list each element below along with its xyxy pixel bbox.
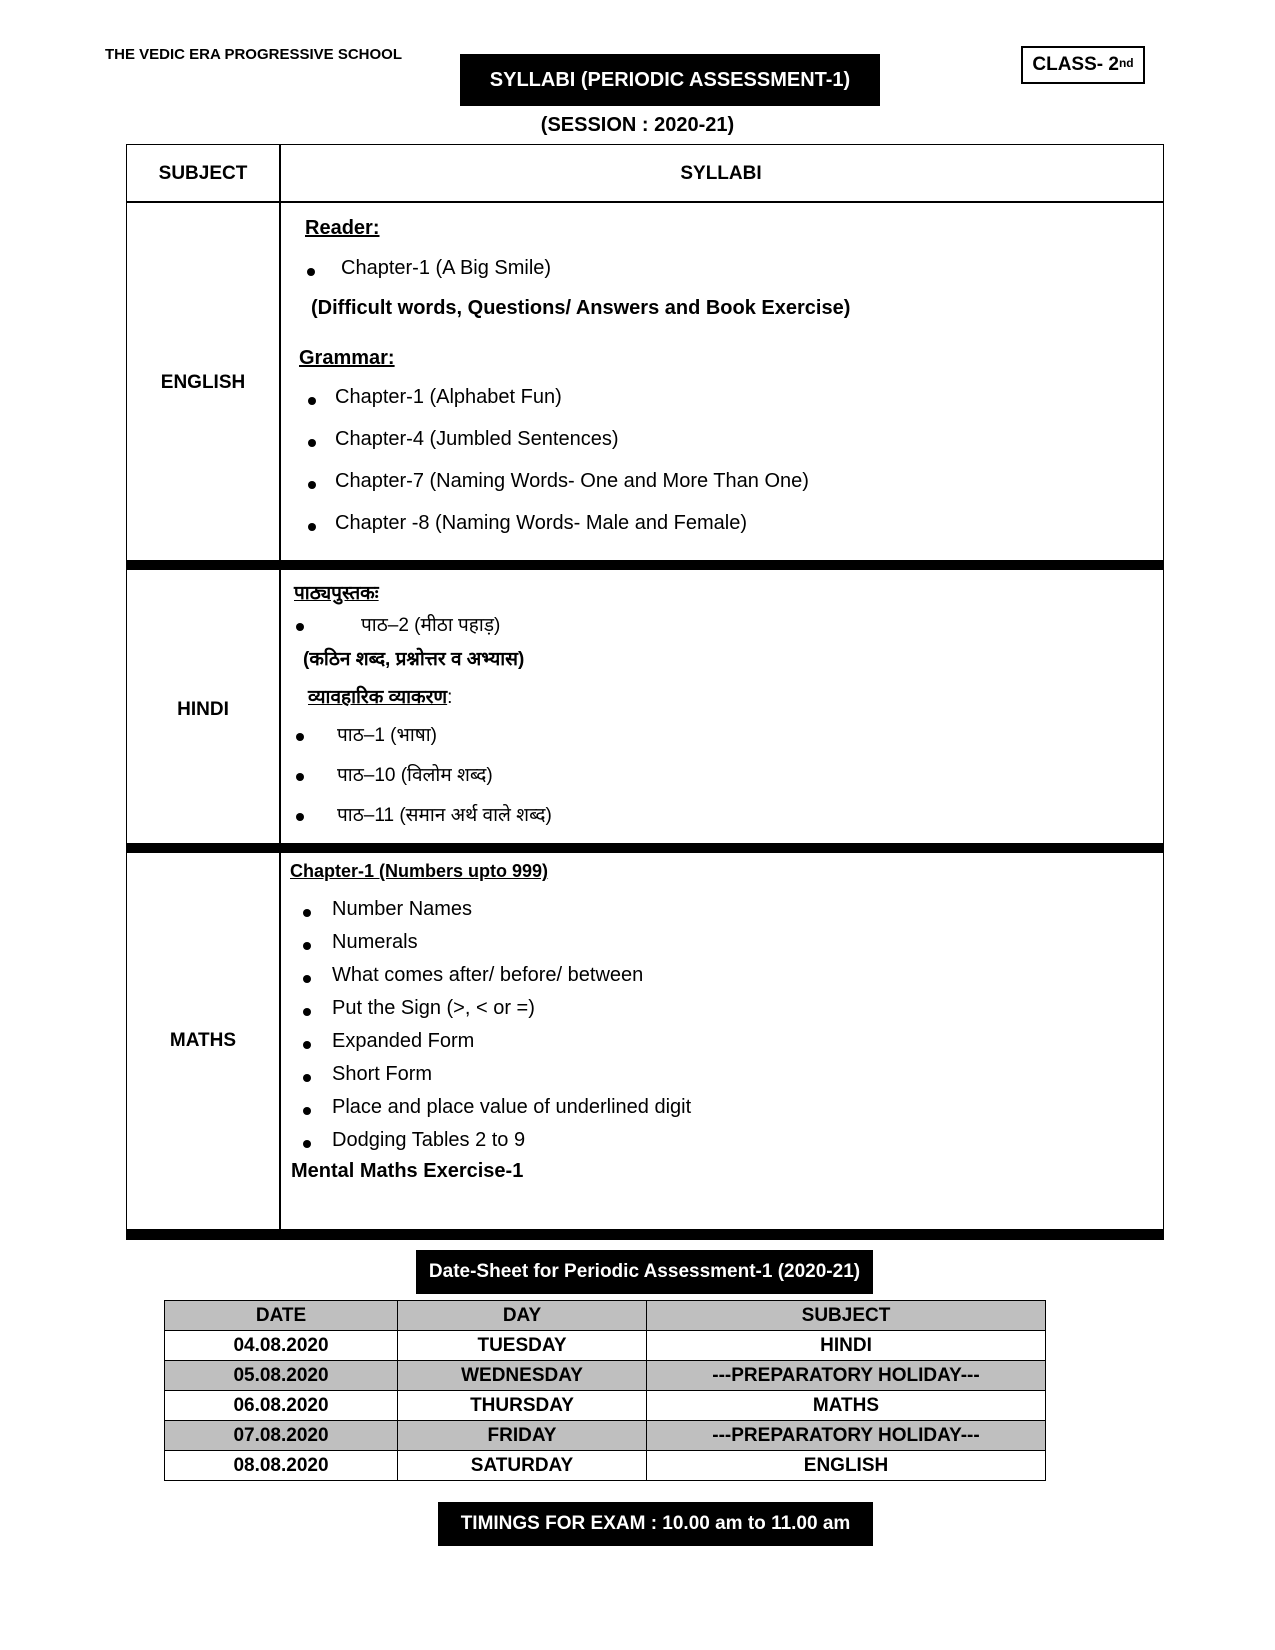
cell-day: FRIDAY <box>398 1421 647 1451</box>
date-sheet-title: Date-Sheet for Periodic Assessment-1 (2020-21) <box>416 1250 873 1294</box>
maths-item: Short Form <box>332 1063 433 1085</box>
hindi-grammar-heading: व्यावहारिक व्याकरण <box>308 687 448 708</box>
hindi-grammar-item: पाठ–10 (विलोम शब्द) <box>337 765 493 786</box>
school-name: THE VEDIC ERA PROGRESSIVE SCHOOL <box>105 46 402 63</box>
subject-hindi: HINDI <box>177 699 229 720</box>
hindi-grammar-item: पाठ–1 (भाषा) <box>337 725 438 746</box>
cell-subject: MATHS <box>647 1391 1046 1421</box>
column-divider <box>279 145 281 1239</box>
col-subject: SUBJECT <box>647 1301 1046 1331</box>
maths-item: What comes after/ before/ between <box>332 964 644 986</box>
table-row <box>165 1391 1046 1421</box>
cell-subject: HINDI <box>647 1331 1046 1361</box>
hindi-grammar-colon: : <box>447 687 453 708</box>
col-day: DAY <box>398 1301 647 1331</box>
bullet-icon <box>296 813 304 821</box>
bullet-icon <box>308 481 316 489</box>
maths-item: Numerals <box>332 931 418 953</box>
cell-date: 04.08.2020 <box>165 1331 398 1361</box>
syllabus-table <box>126 144 1164 1240</box>
maths-item: Put the Sign (>, < or =) <box>332 997 535 1019</box>
bullet-icon <box>303 942 311 950</box>
table-row <box>165 1331 1046 1361</box>
exam-timings: TIMINGS FOR EXAM : 10.00 am to 11.00 am <box>438 1502 873 1546</box>
class-label <box>1021 46 1145 84</box>
document-title: SYLLABI (PERIODIC ASSESSMENT-1) <box>460 54 880 106</box>
english-reader-note: (Difficult words, Questions/ Answers and Book Exercise) <box>311 297 851 319</box>
cell-subject: ENGLISH <box>647 1451 1046 1481</box>
cell-date: 07.08.2020 <box>165 1421 398 1451</box>
english-grammar-item: Chapter-7 (Naming Words- One and More Than One) <box>335 470 809 492</box>
bullet-icon <box>303 1140 311 1148</box>
cell-date: 05.08.2020 <box>165 1361 398 1391</box>
english-grammar-item: Chapter -8 (Naming Words- Male and Female) <box>335 512 748 534</box>
bullet-icon <box>308 523 316 531</box>
bullet-icon <box>303 1041 311 1049</box>
class-sup: nd <box>1118 56 1134 70</box>
row-divider-thick <box>127 560 1163 570</box>
subject-maths: MATHS <box>169 1030 237 1051</box>
english-grammar-heading: Grammar: <box>299 347 395 369</box>
subject-english: ENGLISH <box>160 372 246 393</box>
bullet-icon <box>296 773 304 781</box>
bullet-icon <box>303 1107 311 1115</box>
bullet-icon <box>303 1074 311 1082</box>
cell-subject: ---PREPARATORY HOLIDAY--- <box>647 1361 1046 1391</box>
bullet-icon <box>308 439 316 447</box>
bullet-icon <box>303 975 311 983</box>
maths-item: Expanded Form <box>332 1030 475 1052</box>
hindi-text-heading: पाठ्यपुस्तकः <box>294 583 379 604</box>
session-label: (SESSION : 2020-21) <box>540 114 735 136</box>
cell-day: TUESDAY <box>398 1331 647 1361</box>
english-grammar-item: Chapter-1 (Alphabet Fun) <box>335 386 562 408</box>
bullet-icon <box>296 623 304 631</box>
col-date: DATE <box>165 1301 398 1331</box>
date-sheet-table <box>164 1300 1046 1481</box>
bullet-icon <box>296 733 304 741</box>
maths-item: Place and place value of underlined digit <box>332 1096 692 1118</box>
date-sheet-header-row <box>165 1301 1046 1331</box>
hindi-grammar-item: पाठ–11 (समान अर्थ वाले शब्द) <box>337 805 552 826</box>
header-subject: SUBJECT <box>158 163 248 184</box>
table-row <box>165 1451 1046 1481</box>
hindi-grammar-heading-wrap <box>308 683 452 709</box>
cell-day: THURSDAY <box>398 1391 647 1421</box>
bullet-icon <box>308 397 316 405</box>
row-divider-thick <box>127 843 1163 853</box>
bullet-icon <box>303 909 311 917</box>
cell-date: 06.08.2020 <box>165 1391 398 1421</box>
hindi-text-item: पाठ–2 (मीठा पहाड़) <box>361 615 501 636</box>
maths-chapter-heading: Chapter-1 (Numbers upto 999) <box>290 861 549 881</box>
cell-subject: ---PREPARATORY HOLIDAY--- <box>647 1421 1046 1451</box>
cell-day: WEDNESDAY <box>398 1361 647 1391</box>
maths-item: Dodging Tables 2 to 9 <box>332 1129 526 1151</box>
bullet-icon <box>303 1008 311 1016</box>
english-grammar-item: Chapter-4 (Jumbled Sentences) <box>335 428 619 450</box>
class-text: CLASS- 2 <box>1032 54 1119 75</box>
table-row <box>165 1361 1046 1391</box>
cell-day: SATURDAY <box>398 1451 647 1481</box>
maths-item: Number Names <box>332 898 473 920</box>
hindi-text-note: (कठिन शब्द, प्रश्नोत्तर व अभ्यास) <box>303 649 525 670</box>
table-bottom-border <box>127 1229 1163 1239</box>
maths-footer: Mental Maths Exercise-1 <box>291 1160 524 1182</box>
english-reader-item: Chapter-1 (A Big Smile) <box>341 257 552 279</box>
english-reader-heading: Reader: <box>305 217 380 239</box>
cell-date: 08.08.2020 <box>165 1451 398 1481</box>
bullet-icon <box>307 268 315 276</box>
table-row <box>165 1421 1046 1451</box>
row-divider <box>127 201 1163 203</box>
header-syllabi: SYLLABI <box>680 163 762 184</box>
